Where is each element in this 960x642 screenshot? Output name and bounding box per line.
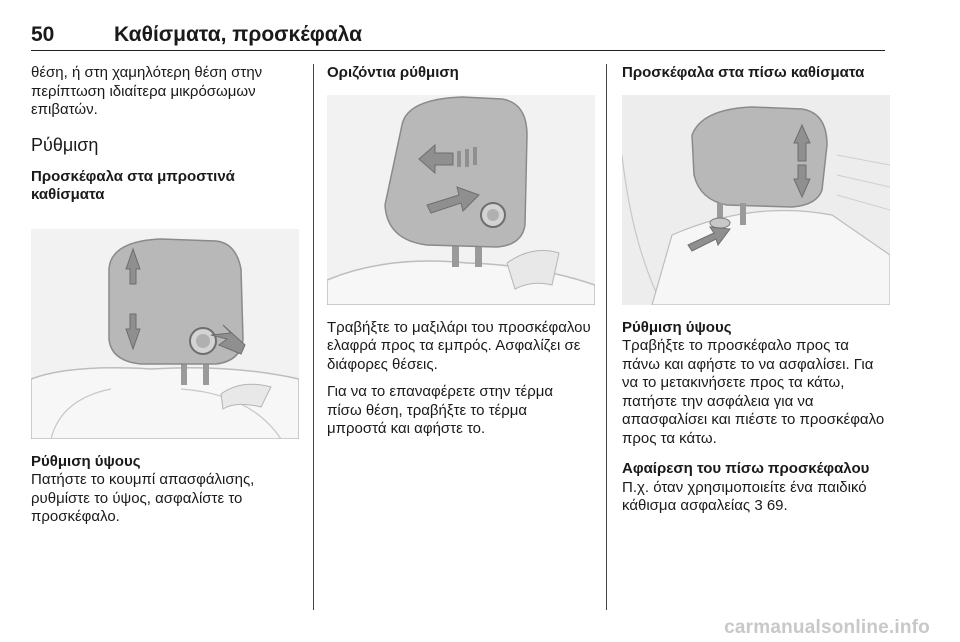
rear-height-title: Ρύθμιση ύψους — [622, 318, 732, 336]
page-ref-link[interactable]: 69. — [766, 497, 788, 514]
horizontal-adjust-para1: Τραβήξτε το μαξιλάρι του προσκέφαλου ελαφρά προς τα εμπρός. Ασφαλίζει σε διάφορες θέσεις. — [327, 318, 591, 373]
rear-headrest-title: Προσκέφαλα στα πίσω καθίσματα — [622, 64, 865, 81]
subsection-title: Προσκέφαλα στα μπροστινά καθίσματα — [31, 167, 235, 203]
figure-caption-title: Ρύθμιση ύψους — [31, 452, 141, 470]
watermark: carmanualsonline.info — [724, 617, 930, 638]
rear-headrest-figure — [622, 95, 890, 305]
intro-paragraph: θέση, ή στη χαμηλότερη θέση στην περίπτωση ιδιαίτερα μικρόσωμων επιβατών. — [31, 64, 263, 118]
figure-caption-text: Πατήστε το κουμπί απασφάλισης, ρυθμίστε το ύψος, ασφαλίστε το προσκέφαλο. — [31, 471, 255, 525]
horizontal-adjust-para2: Για να το επαναφέρετε στην τέρμα πίσω θέση, τραβήξτε το τέρμα μπροστά και αφήστε το. — [327, 383, 554, 437]
horizontal-adjust-title: Οριζόντια ρύθμιση — [327, 64, 459, 81]
rear-removal-body: Π.χ. όταν χρησιμοποιείτε ένα παιδικό κάθισμα ασφαλείας — [622, 478, 867, 514]
page-header — [31, 14, 885, 51]
section-title: Ρύθμιση — [31, 134, 99, 155]
page-ref-arrow-icon: 3 — [754, 497, 763, 514]
column-right — [622, 64, 890, 516]
front-headrest-height-figure — [31, 229, 299, 439]
column-divider — [313, 64, 314, 610]
rear-height-text: Τραβήξτε το προσκέφαλο προς τα πάνω και αφήστε το να ασφαλίσει. Για να το μετακινήσετε προς τα κάτω, πατήστε την ασφάλεια για να απασφαλίσει και πιέστε το προσκέφαλο προς τα κάτω. — [622, 337, 885, 447]
page-title: Καθίσματα, προσκέφαλα — [114, 23, 362, 46]
column-middle — [327, 64, 595, 439]
column-left — [31, 64, 299, 527]
column-divider — [606, 64, 607, 610]
horizontal-adjust-figure — [327, 95, 595, 305]
rear-removal-text — [622, 479, 890, 516]
page-number: 50 — [31, 23, 55, 46]
rear-removal-title: Αφαίρεση του πίσω προσκέφαλου — [622, 460, 870, 477]
